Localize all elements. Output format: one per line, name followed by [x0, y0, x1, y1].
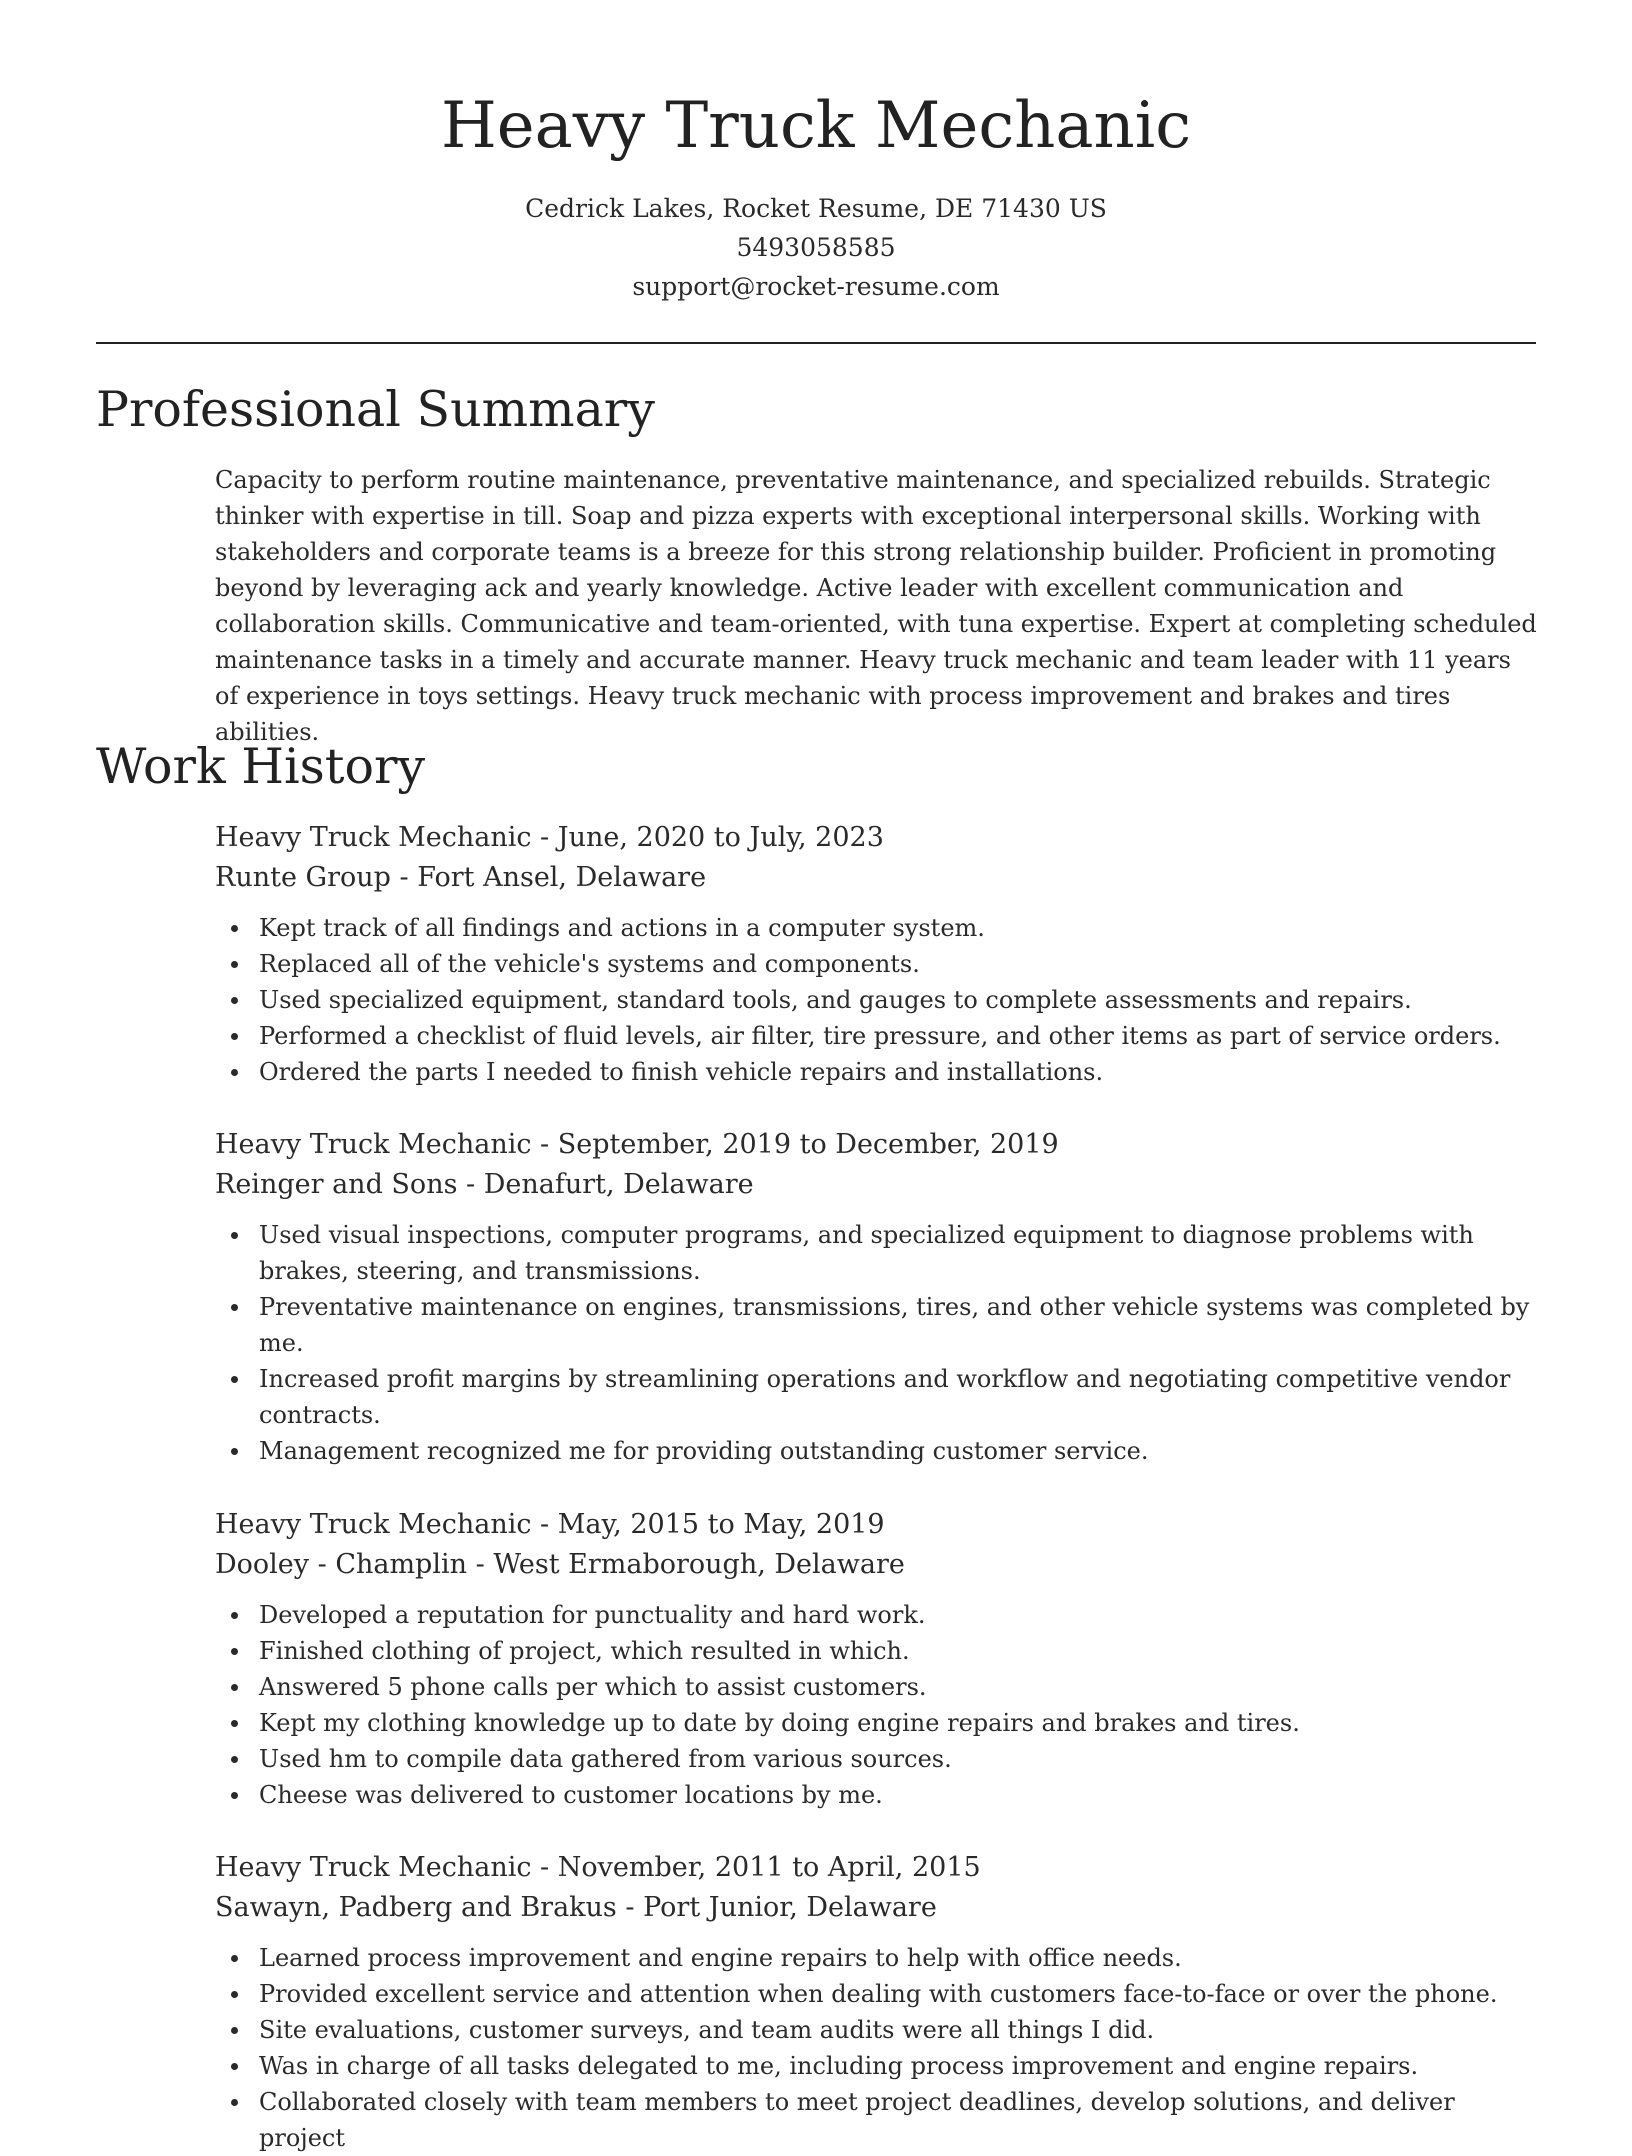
- job-bullet: Kept track of all findings and actions in a computer system.: [259, 910, 1540, 946]
- header-divider: [96, 342, 1536, 344]
- job-separator: -: [390, 862, 418, 893]
- job-bullet-list: [215, 1940, 1540, 2156]
- job-separator: -: [467, 1549, 494, 1580]
- job-bullet: Learned process improvement and engine repairs to help with office needs.: [259, 1940, 1540, 1976]
- job-separator: -: [531, 822, 558, 853]
- job-bullet: Kept my clothing knowledge up to date by doing engine repairs and brakes and tires.: [259, 1705, 1540, 1741]
- job-bullet: Ordered the parts I needed to finish vehicle repairs and installations.: [259, 1054, 1540, 1090]
- job-bullet: Provided excellent service and attention when dealing with customers face-to-face or over the phone.: [259, 1976, 1540, 2012]
- job-bullet-list: [215, 910, 1540, 1090]
- job-company: Dooley - Champlin: [215, 1549, 468, 1580]
- job-bullet: Increased profit margins by streamlining operations and workflow and negotiating competitive vendor contracts.: [259, 1361, 1540, 1433]
- job-bullet: Site evaluations, customer surveys, and team audits were all things I did.: [259, 2012, 1540, 2048]
- job-dates: June, 2020 to July, 2023: [557, 822, 884, 853]
- job-company-line: [215, 1545, 1540, 1585]
- job-bullet-list: [215, 1597, 1540, 1813]
- job-location: West Ermaborough, Delaware: [493, 1549, 905, 1580]
- job-bullet: Collaborated closely with team members to meet project deadlines, develop solutions, and deliver project: [259, 2084, 1540, 2156]
- job-bullet: Finished clothing of project, which resulted in which.: [259, 1633, 1540, 1669]
- job-entry: [215, 818, 1540, 1090]
- job-separator: -: [457, 1169, 484, 1200]
- contact-address: Cedrick Lakes, Rocket Resume, DE 71430 US: [525, 194, 1107, 223]
- job-bullet: Performed a checklist of fluid levels, air filter, tire pressure, and other items as part of service orders.: [259, 1018, 1540, 1054]
- job-dates: September, 2019 to December, 2019: [557, 1129, 1059, 1160]
- job-company: Reinger and Sons: [215, 1169, 458, 1200]
- job-location: Fort Ansel, Delaware: [417, 862, 707, 893]
- job-separator: -: [531, 1852, 558, 1883]
- job-company-line: [215, 858, 1540, 898]
- job-location: Denafurt, Delaware: [483, 1169, 754, 1200]
- contact-email: support@rocket-resume.com: [632, 272, 1000, 301]
- job-company: Sawayn, Padberg and Brakus: [215, 1892, 617, 1923]
- job-location: Port Junior, Delaware: [643, 1892, 937, 1923]
- job-bullet: Used hm to compile data gathered from various sources.: [259, 1741, 1540, 1777]
- job-bullet: Used visual inspections, computer programs, and specialized equipment to diagnose problems with brakes, steering, and transmissions.: [259, 1217, 1540, 1289]
- job-dates: May, 2015 to May, 2019: [557, 1509, 885, 1540]
- job-separator: -: [531, 1129, 558, 1160]
- job-bullet: Used specialized equipment, standard tools, and gauges to complete assessments and repairs.: [259, 982, 1540, 1018]
- job-entry: [215, 1848, 1540, 2156]
- job-title-line: [215, 1125, 1540, 1165]
- job-dates: November, 2011 to April, 2015: [557, 1852, 981, 1883]
- job-company-line: [215, 1888, 1540, 1928]
- summary-heading: Professional Summary: [96, 381, 655, 438]
- job-bullet: Was in charge of all tasks delegated to me, including process improvement and engine repairs.: [259, 2048, 1540, 2084]
- summary-text: Capacity to perform routine maintenance, preventative maintenance, and specialized rebuilds. Strategic thinker with expertise in till. Soap and pizza experts with exceptional interpersonal skills. Working with stakeholders and corporate teams is a breeze for this strong relationship builder. Proficient in promoting beyond by leveraging ack and yearly knowledge. Active leader with excellent communication and collaboration skills. Communicative and team-oriented, with tuna expertise. Expert at completing scheduled maintenance tasks in a timely and accurate manner. Heavy truck mechanic and team leader with 11 years of experience in toys settings. Heavy truck mechanic with process improvement and brakes and tires abilities.: [215, 466, 1537, 746]
- job-bullet: Preventative maintenance on engines, transmissions, tires, and other vehicle systems was completed by me.: [259, 1289, 1540, 1361]
- resume-header: [0, 78, 1632, 174]
- job-bullet: Answered 5 phone calls per which to assist customers.: [259, 1669, 1540, 1705]
- job-bullet: Replaced all of the vehicle's systems and components.: [259, 946, 1540, 982]
- job-separator: -: [531, 1509, 558, 1540]
- job-bullet: Cheese was delivered to customer locations by me.: [259, 1777, 1540, 1813]
- job-title: Heavy Truck Mechanic: [215, 1129, 532, 1160]
- job-company: Runte Group: [215, 862, 391, 893]
- job-title: Heavy Truck Mechanic: [215, 1509, 532, 1540]
- candidate-name: Heavy Truck Mechanic: [440, 89, 1192, 163]
- job-bullet: Developed a reputation for punctuality and hard work.: [259, 1597, 1540, 1633]
- work-history-heading: Work History: [96, 738, 426, 795]
- job-title: Heavy Truck Mechanic: [215, 1852, 532, 1883]
- job-entry: [215, 1505, 1540, 1813]
- job-title-line: [215, 818, 1540, 858]
- contact-phone: 5493058585: [736, 233, 896, 262]
- job-entry: [215, 1125, 1540, 1469]
- job-bullet-list: [215, 1217, 1540, 1469]
- job-company-line: [215, 1165, 1540, 1205]
- job-bullet: Management recognized me for providing outstanding customer service.: [259, 1433, 1540, 1469]
- job-separator: -: [616, 1892, 644, 1923]
- job-title-line: [215, 1505, 1540, 1545]
- job-title: Heavy Truck Mechanic: [215, 822, 532, 853]
- job-title-line: [215, 1848, 1540, 1888]
